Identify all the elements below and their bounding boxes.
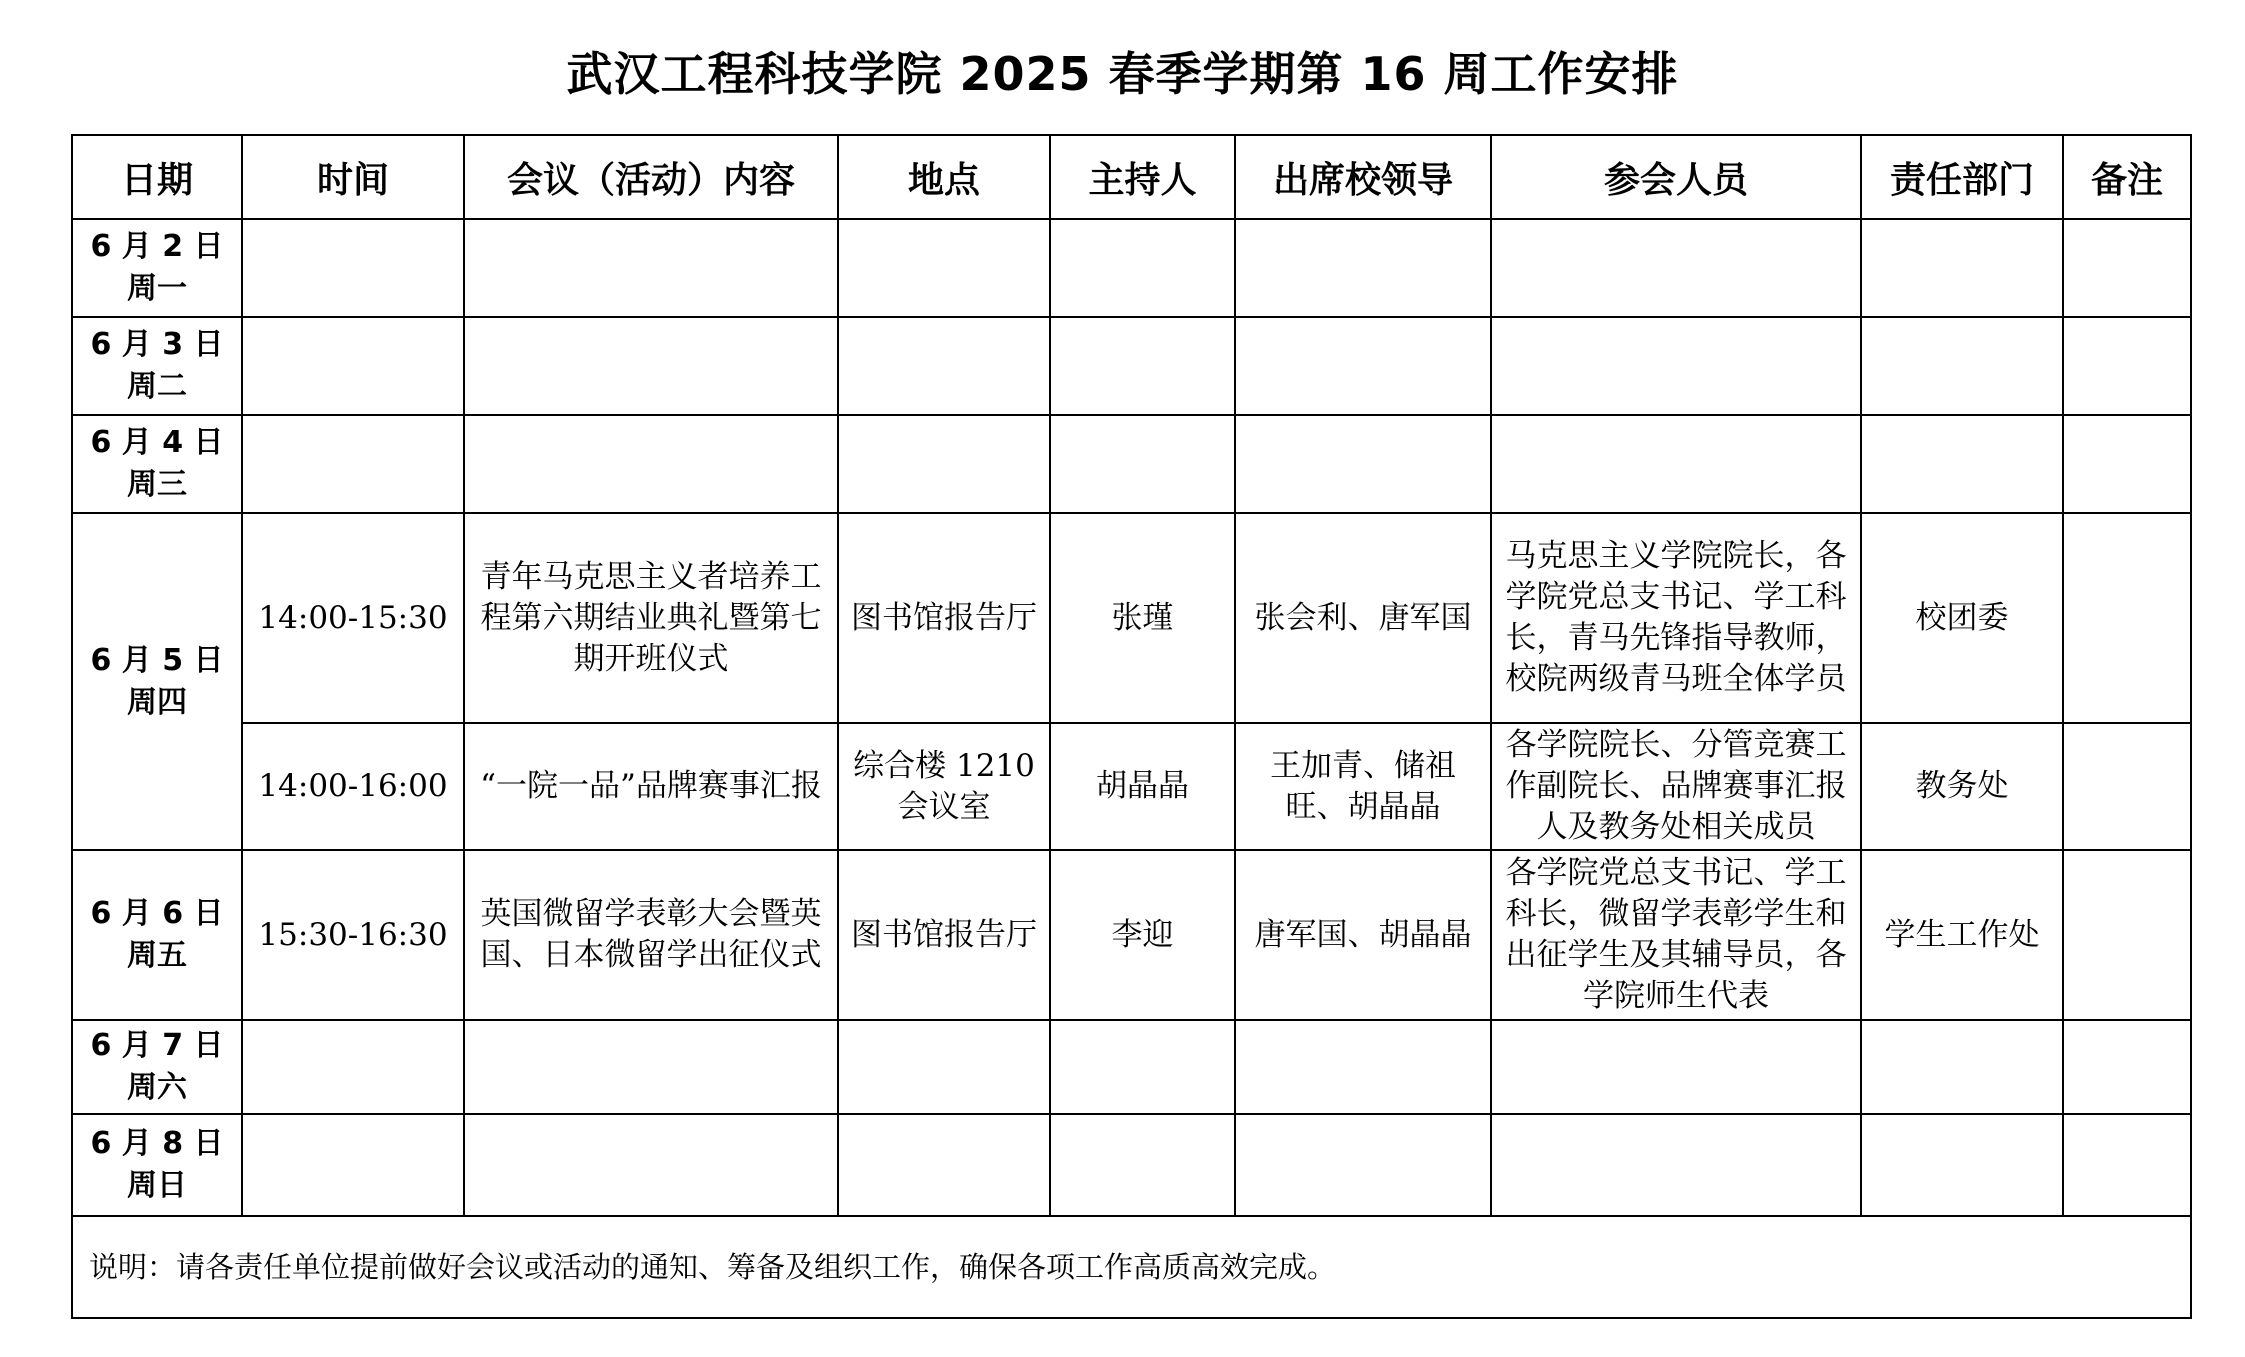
weekday-text: 周一 — [127, 271, 187, 306]
remark-cell — [2063, 1020, 2191, 1114]
host-cell: 张瑾 — [1050, 513, 1235, 723]
department-cell — [1861, 317, 2063, 415]
time-cell: 15:30-16:30 — [242, 850, 464, 1020]
header-row — [72, 135, 2191, 219]
host-cell — [1050, 1114, 1235, 1216]
content-cell — [464, 219, 838, 317]
host-cell — [1050, 1020, 1235, 1114]
content-cell: 英国微留学表彰大会暨英国、日本微留学出征仪式 — [464, 850, 838, 1020]
attendees-cell — [1491, 219, 1861, 317]
department-cell — [1861, 219, 2063, 317]
weekday-text: 周四 — [127, 684, 187, 720]
date-cell — [72, 1020, 242, 1114]
table-row — [72, 1114, 2191, 1216]
content-cell — [464, 1020, 838, 1114]
remark-cell — [2063, 1114, 2191, 1216]
header-host: 主持人 — [1050, 135, 1235, 219]
department-cell: 校团委 — [1861, 513, 2063, 723]
remark-cell — [2063, 850, 2191, 1020]
date-cell — [72, 850, 242, 1020]
date-cell — [72, 317, 242, 415]
leaders-cell — [1235, 1114, 1491, 1216]
host-cell — [1050, 317, 1235, 415]
date-cell — [72, 513, 242, 850]
table-row — [72, 219, 2191, 317]
leaders-cell: 唐军国、胡晶晶 — [1235, 850, 1491, 1020]
date-text: 6 月 2 日 — [90, 229, 224, 264]
location-cell — [838, 317, 1050, 415]
remark-cell — [2063, 723, 2191, 850]
location-cell: 图书馆报告厅 — [838, 513, 1050, 723]
time-cell — [242, 1020, 464, 1114]
content-cell — [464, 415, 838, 513]
leaders-cell — [1235, 1020, 1491, 1114]
table-row — [72, 850, 2191, 1020]
date-cell — [72, 219, 242, 317]
header-date: 日期 — [72, 135, 242, 219]
time-cell: 14:00-15:30 — [242, 513, 464, 723]
department-cell — [1861, 1114, 2063, 1216]
location-cell — [838, 1020, 1050, 1114]
leaders-cell — [1235, 317, 1491, 415]
host-cell — [1050, 219, 1235, 317]
attendees-cell — [1491, 415, 1861, 513]
note-row — [72, 1216, 2191, 1318]
location-cell: 图书馆报告厅 — [838, 850, 1050, 1020]
time-cell — [242, 219, 464, 317]
leaders-cell: 王加青、储祖旺、胡晶晶 — [1235, 723, 1491, 850]
remark-cell — [2063, 513, 2191, 723]
time-cell — [242, 415, 464, 513]
attendees-cell: 各学院党总支书记、学工科长，微留学表彰学生和出征学生及其辅导员，各学院师生代表 — [1491, 850, 1861, 1020]
location-cell — [838, 1114, 1050, 1216]
note-text: 说明：请各责任单位提前做好会议或活动的通知、筹备及组织工作，确保各项工作高质高效完成。 — [72, 1216, 2191, 1318]
date-text: 6 月 4 日 — [90, 425, 224, 460]
weekday-text: 周二 — [127, 369, 187, 404]
host-cell: 胡晶晶 — [1050, 723, 1235, 850]
department-cell: 学生工作处 — [1861, 850, 2063, 1020]
weekday-text: 周三 — [127, 467, 187, 502]
remark-cell — [2063, 415, 2191, 513]
department-cell — [1861, 1020, 2063, 1114]
attendees-cell — [1491, 317, 1861, 415]
date-text: 6 月 5 日 — [90, 642, 224, 678]
content-cell — [464, 317, 838, 415]
table-row — [72, 317, 2191, 415]
date-text: 6 月 7 日 — [90, 1028, 224, 1063]
date-text: 6 月 3 日 — [90, 327, 224, 362]
attendees-cell — [1491, 1020, 1861, 1114]
attendees-cell: 马克思主义学院院长，各学院党总支书记、学工科长，青马先锋指导教师，校院两级青马班全体学员 — [1491, 513, 1861, 723]
table-row — [72, 513, 2191, 723]
remark-cell — [2063, 219, 2191, 317]
location-cell — [838, 219, 1050, 317]
header-attendees: 参会人员 — [1491, 135, 1861, 219]
header-remark: 备注 — [2063, 135, 2191, 219]
weekday-text: 周日 — [127, 1168, 187, 1203]
time-cell — [242, 317, 464, 415]
attendees-cell — [1491, 1114, 1861, 1216]
header-department: 责任部门 — [1861, 135, 2063, 219]
department-cell: 教务处 — [1861, 723, 2063, 850]
header-time: 时间 — [242, 135, 464, 219]
leaders-cell — [1235, 219, 1491, 317]
location-cell — [838, 415, 1050, 513]
header-content: 会议（活动）内容 — [464, 135, 838, 219]
leaders-cell: 张会利、唐军国 — [1235, 513, 1491, 723]
date-text: 6 月 6 日 — [90, 896, 224, 931]
content-cell: 青年马克思主义者培养工程第六期结业典礼暨第七期开班仪式 — [464, 513, 838, 723]
table-row — [72, 415, 2191, 513]
date-text: 6 月 8 日 — [90, 1126, 224, 1161]
host-cell — [1050, 415, 1235, 513]
content-cell — [464, 1114, 838, 1216]
time-cell: 14:00-16:00 — [242, 723, 464, 850]
remark-cell — [2063, 317, 2191, 415]
content-cell: “一院一品”品牌赛事汇报 — [464, 723, 838, 850]
date-cell — [72, 415, 242, 513]
schedule-table — [71, 134, 2192, 1319]
table-row — [72, 1020, 2191, 1114]
department-cell — [1861, 415, 2063, 513]
location-cell: 综合楼 1210 会议室 — [838, 723, 1050, 850]
leaders-cell — [1235, 415, 1491, 513]
header-leaders: 出席校领导 — [1235, 135, 1491, 219]
weekday-text: 周五 — [127, 938, 187, 973]
header-location: 地点 — [838, 135, 1050, 219]
date-cell — [72, 1114, 242, 1216]
table-row — [72, 723, 2191, 850]
attendees-cell: 各学院院长、分管竞赛工作副院长、品牌赛事汇报人及教务处相关成员 — [1491, 723, 1861, 850]
host-cell: 李迎 — [1050, 850, 1235, 1020]
page-title: 武汉工程科技学院 2025 春季学期第 16 周工作安排 — [566, 47, 1679, 101]
weekday-text: 周六 — [127, 1070, 187, 1105]
time-cell — [242, 1114, 464, 1216]
